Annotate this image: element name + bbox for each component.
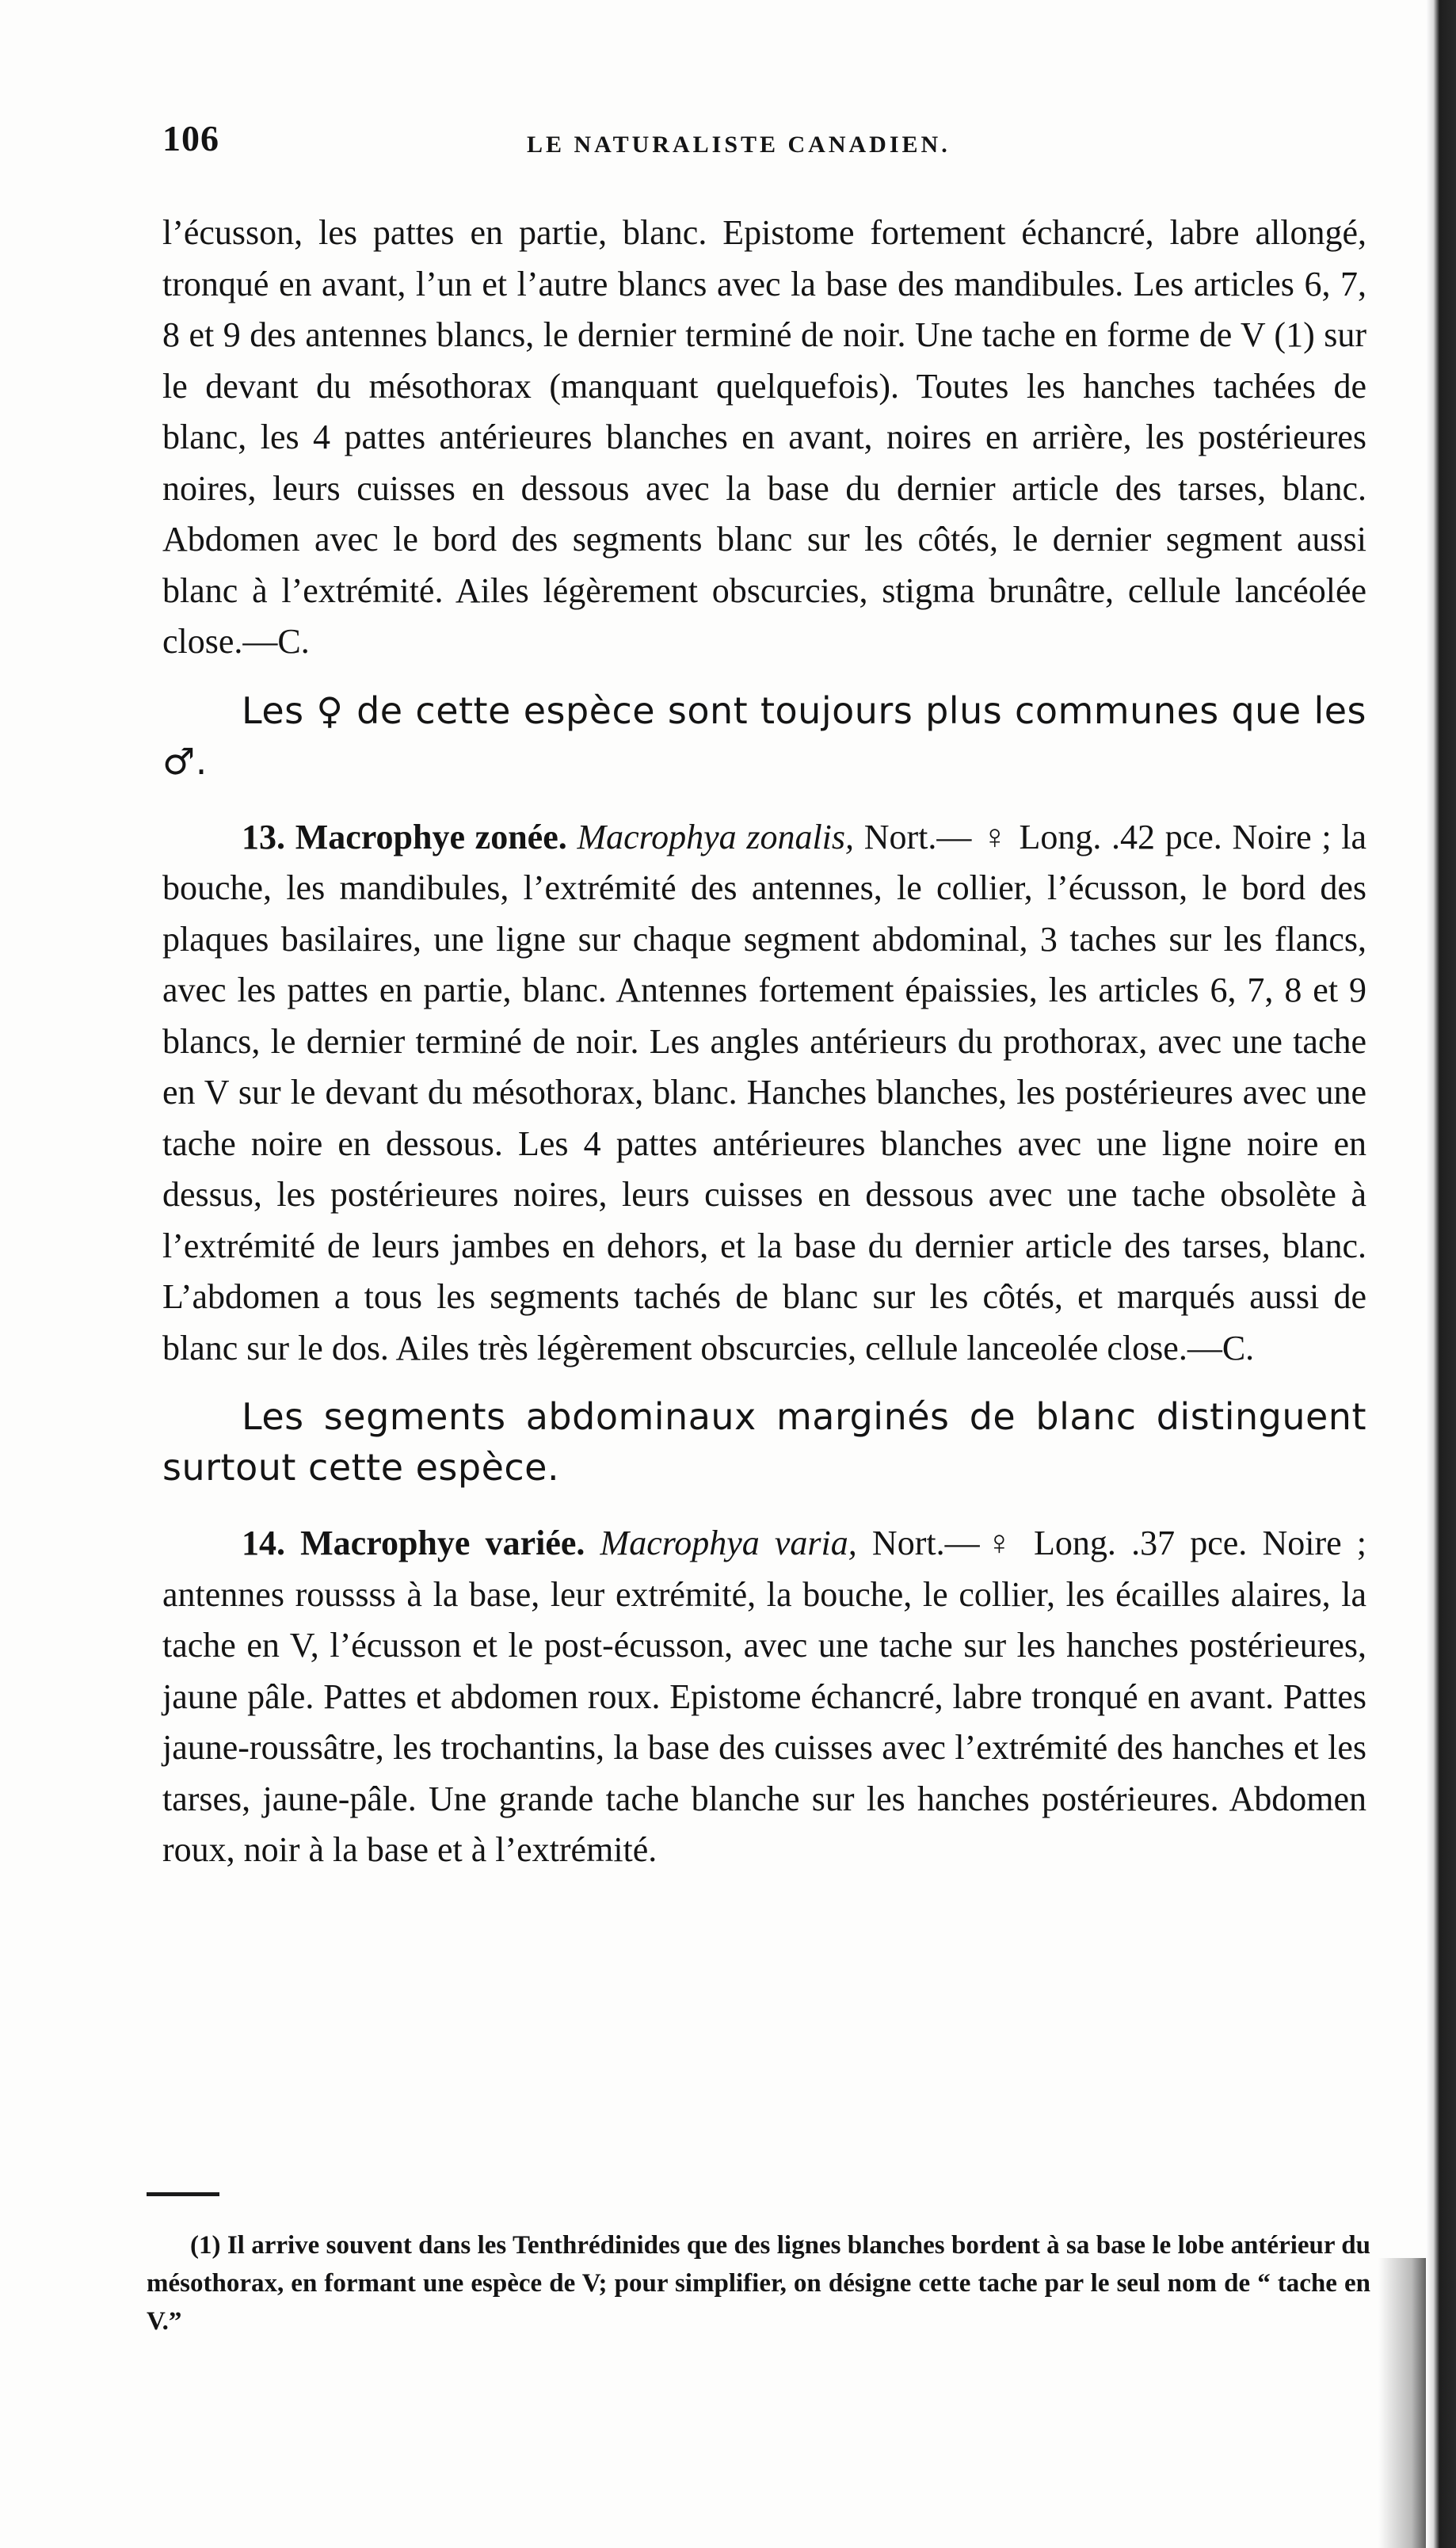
species-latin-name: Macrophya zonalis, — [577, 817, 855, 856]
page-number: 106 — [162, 118, 219, 158]
footnote-rule — [147, 2192, 219, 2196]
species-number: 14. — [242, 1524, 285, 1562]
footnote-text: Il arrive souvent dans les Tenthrédinides que des lignes blanches bordent à sa base le lobe antérieur du mésothorax, en formant une espèce de V; pour simplifier, on désigne cette tache par le seul nom de “ tache en V.” — [147, 2231, 1370, 2336]
footnote-marker: (1) — [190, 2231, 221, 2260]
species-description: Nort.— ♀ Long. .42 pce. Noire ; la bouche, les mandibules, l’extrémité des antennes, le collier, l’écusson, le bord des plaques basilaires, une ligne sur chaque segment abdominal, 3 taches sur les flancs, avec les pattes en partie, blanc. Antennes fortement épaissies, les articles 6, 7, 8 et 9 blancs, le dernier terminé de noir. Les angles antérieurs du prothorax, avec une tache en V sur le devant du mésothorax, blanc. Hanches blanches, les postérieures avec une tache noire en dessous. Les 4 pattes antérieures blanches avec une ligne noire en dessus, les postérieures noires, leurs cuisses en dessous avec une tache obsolète à l’extrémité de leurs jambes en dehors, et la base du dernier article des tarses, blanc. L’abdomen a tous les segments tachés de blanc sur les côtés, et marqués aussi de blanc sur le dos. Ailes très légèrement obscurcies, cellule lanceolée close.—C. — [162, 817, 1367, 1367]
note-segments: Les segments abdominaux marginés de blanc distinguent surtout cette espèce. — [162, 1395, 1366, 1489]
species-number: 13. — [242, 817, 285, 856]
scan-edge — [1426, 0, 1456, 2548]
footnote — [147, 2226, 1370, 2340]
species-entry-13 — [162, 812, 1366, 1375]
body-text — [162, 208, 1366, 1876]
running-head: LE NATURALISTE CANADIEN. — [527, 132, 951, 158]
species-description: Nort.—♀ Long. .37 pce. Noire ; antennes roussss à la base, leur extrémité, la bouche, le collier, les écailles alaires, la tache en V, l’écusson et le post-écusson, avec une tache sur les hanches postérieures, jaune pâle. Pattes et abdomen roux. Epistome échancré, labre tronqué en avant. Pattes jaune-roussâtre, les trochantins, la base des cuisses avec l’extrémité des hanches et les tarses, jaune-pâle. Une grande tache blanche sur les hanches postérieures. Abdomen roux, noir à la base et à l’extrémité. — [162, 1524, 1367, 1869]
note-females-common: Les ♀ de cette espèce sont toujours plus communes que les ♂. — [162, 688, 1366, 783]
species-common-name: Macrophye zonée. — [295, 817, 567, 856]
page-header — [162, 117, 1351, 173]
species-entry-14 — [162, 1518, 1366, 1876]
paragraph-continuation: l’écusson, les pattes en partie, blanc. Epistome fortement échancré, labre allongé, tronqué en avant, l’un et l’autre blancs avec la base des mandibules. Les articles 6, 7, 8 et 9 des antennes blancs, le dernier terminé de noir. Une tache en forme de V (1) sur le devant du mésothorax (manquant quelquefois). Toutes les hanches tachées de blanc, les 4 pattes antérieures blanches en avant, noires en arrière, les postérieures noires, leurs cuisses en dessous avec la base du dernier article des tarses, blanc. Abdomen avec le bord des segments blanc sur les côtés, le dernier segment aussi blanc à l’extrémité. Ailes légèrement obscurcies, stigma brunâtre, cellule lancéolée close.—C. — [162, 213, 1366, 661]
species-latin-name: Macrophya varia, — [600, 1524, 857, 1562]
page-shadow — [1378, 2258, 1426, 2548]
species-common-name: Macrophye variée. — [300, 1524, 585, 1562]
